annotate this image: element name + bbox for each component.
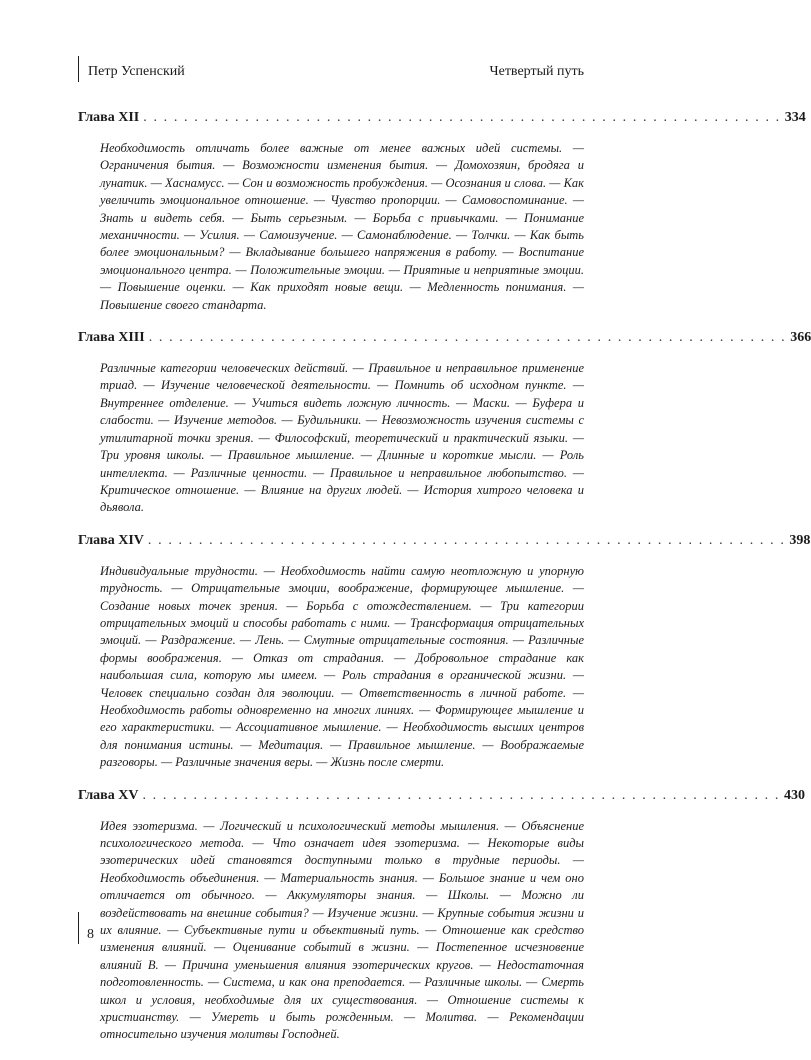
chapter-page-number: 334 bbox=[784, 110, 806, 125]
chapter-page-number: 398 bbox=[789, 532, 811, 548]
chapter-summary: Различные категории человеческих действий. — Правильное и неправильное применение триад. — Изучение человеческой деятельности. — Помнить об исходном пункте. — Внутреннее отделение. — Учиться видеть ложную личность. — Маски. — Буфера и слабости. — Изучение методов. — Будильники. — Невозможность изучения системы с утилитарной точки зрения. — Философский, теоретический и практический языки. — Три уровня школы. — Правильное мышление. — Длинные и короткие мысли. — Роль интеллекта. — Различные ценности. — Правильное и неправильное любопытство. — Критическое отношение. — Влияние на других людей. — История хитрого человека и дьявола. bbox=[100, 361, 584, 515]
chapter-label: Глава XV bbox=[78, 787, 139, 803]
footer-rule bbox=[78, 912, 79, 944]
toc-entry-chapter-14 bbox=[78, 532, 811, 772]
chapter-label: Глава XIV bbox=[78, 532, 144, 548]
chapter-summary: Необходимость отличать более важные от менее важных идей системы. — Ограничения бытия. — Возможности изменения бытия. — Домохозяин, бродяга и лунатик. — Хаснамусс. — Сон и возможность пробуждения. — Осознания и слова. — Как увеличить эмоциональное отношение. — Чувство пропорции. — Самовоспоминание. — Знать и видеть себя. — Быть серьезным. — Борьба с привычками. — Понимание механичности. — Усилия. — Самоизучение. — Самонаблюдение. — Толчки. — Как быть более эмоциональным? — Вкладывание большего напряжения в работу. — Воспитание эмоционального центра. — Положительные эмоции. — Приятные и неприятные эмоции. — Повышение оценки. — Как приходят новые вещи. — Медленность понимания. — Повышение своего стандарта. bbox=[100, 141, 584, 312]
header-book-title: Четвертый путь bbox=[489, 64, 584, 79]
chapter-page-number: 366 bbox=[790, 330, 811, 346]
header-author: Петр Успенский bbox=[88, 64, 185, 79]
toc-entry-chapter-12 bbox=[78, 110, 806, 314]
toc-heading-line[interactable] bbox=[78, 532, 811, 551]
toc-heading-line[interactable] bbox=[78, 787, 805, 806]
chapter-summary: Идея эзотеризма. — Логический и психологический методы мышления. — Объяснение психологического метода. — Что означает идея эзотеризма. — Некоторые виды эзотерических идей становятся доступными только в трудные периоды. — Необходимость объединения. — Материальность знания. — Большое знание и чем оно отличается от обычного. — Аккумуляторы знания. — Школы. — Можно ли воздействовать на внешние события? — Изучение жизни. — Крупные события жизни и их влияние. — Субъективные пути и объективный путь. — Отношение как средство изменения влияний. — Оценивание событий в жизни. — Постепенное исчезновение влияний В. — Причина уменьшения влияния эзотерических кругов. — Недостаточная подготовленность. — Система, и как она преподается. — Различные школы. — Смерть школ и условия, необходимые для их существования. — Отношение системы к христианству. — Умереть и быть рожденным. — Молитва. — Рекомендации относительно изучения молитвы Господней. bbox=[100, 818, 584, 1042]
chapter-summary: Индивидуальные трудности. — Необходимость найти самую неотложную и упорную трудность. — Отрицательные эмоции, воображение, формирующее мышление. — Создание новых точек зрения. — Борьба с отождествлением. — Три категории отрицательных эмоций и способы работать с ними. — Трансформация отрицательных эмоций. — Раздражение. — Лень. — Смутные отрицательные состояния. — Различные формы воображения. — Отказ от страдания. — Добровольное страдание как наибольшая сила, которую мы имеем. — Роль страдания в органической жизни. — Человек специально создан для эволюции. — Ответственность в личной работе. — Необходимость работы одновременно на многих линиях. — Формирующее мышление и его характеристики. — Ассоциативное мышление. — Необходимость высших центров для понимания истины. — Медитация. — Правильное мышление. — Воображаемые разговоры. — Различные значения веры. — Жизнь после смерти. bbox=[100, 563, 584, 770]
toc-entry-chapter-13 bbox=[78, 330, 811, 517]
header-rule bbox=[78, 56, 79, 82]
toc-heading-line[interactable] bbox=[78, 110, 806, 128]
dot-leader: . . . . . . . . . . . . . . . . . . . . . . . . . . . . . . . . . . . . . . . . . . . . . . . . . . . . . . . . . . . . . . . bbox=[147, 532, 786, 548]
toc-heading-line[interactable] bbox=[78, 330, 811, 348]
chapter-label: Глава XII bbox=[78, 110, 140, 125]
page-number: 8 bbox=[87, 927, 94, 942]
dot-leader: . . . . . . . . . . . . . . . . . . . . . . . . . . . . . . . . . . . . . . . . . . . . . . . . . . . . . . . . . . . . . . . bbox=[143, 110, 781, 125]
running-header bbox=[78, 56, 584, 82]
table-of-contents bbox=[78, 110, 811, 1060]
chapter-page-number: 430 bbox=[783, 787, 805, 803]
dot-leader: . . . . . . . . . . . . . . . . . . . . . . . . . . . . . . . . . . . . . . . . . . . . . . . . . . . . . . . . . . . . . . . bbox=[148, 330, 787, 346]
dot-leader: . . . . . . . . . . . . . . . . . . . . . . . . . . . . . . . . . . . . . . . . . . . . . . . . . . . . . . . . . . . . . . . bbox=[142, 787, 780, 803]
toc-entry-chapter-15 bbox=[78, 787, 805, 1044]
chapter-label: Глава XIII bbox=[78, 330, 145, 346]
